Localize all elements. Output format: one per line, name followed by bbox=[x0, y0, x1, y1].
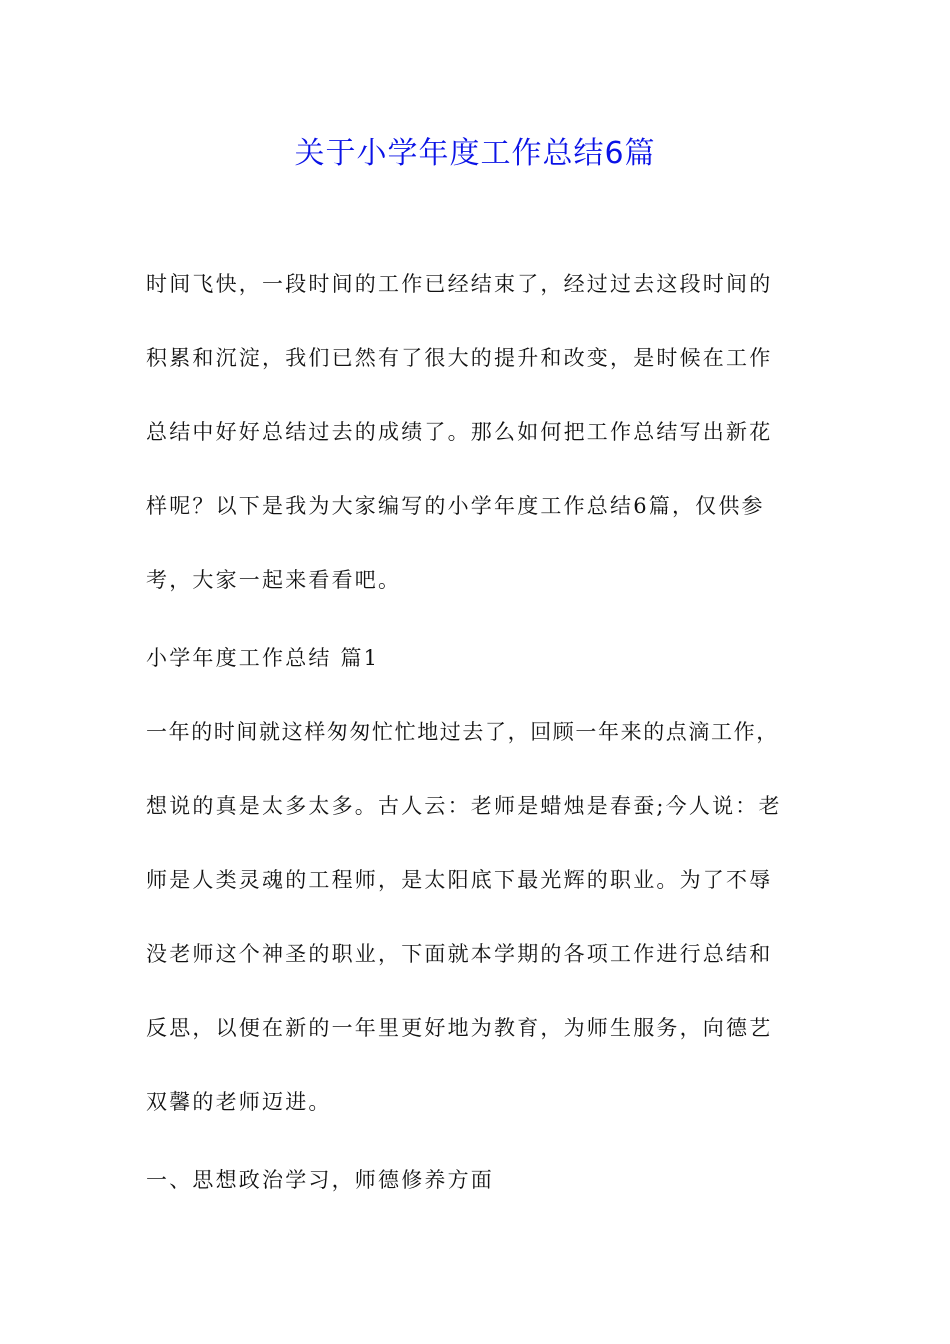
subheading-1: 一、思想政治学习，师德修养方面 bbox=[146, 1168, 494, 1192]
text-line: 没老师这个神圣的职业，下面就本学期的各项工作进行总结和 bbox=[146, 942, 773, 966]
text-line: 一年的时间就这样匆匆忙忙地过去了，回顾一年来的点滴工作， bbox=[146, 720, 779, 744]
text-line: 总结中好好总结过去的成绩了。那么如何把工作总结写出新花 bbox=[146, 420, 773, 444]
text-line: 考，大家一起来看看吧。 bbox=[146, 568, 402, 592]
text-line: 反思，以便在新的一年里更好地为教育，为师生服务，向德艺 bbox=[146, 1016, 773, 1040]
text-line: 师是人类灵魂的工程师，是太阳底下最光辉的职业。为了不辱 bbox=[146, 868, 773, 892]
paragraph-1 bbox=[146, 695, 814, 1139]
text-line: 时间飞快，一段时间的工作已经结束了，经过过去这段时间的 bbox=[146, 272, 773, 296]
text-line: 想说的真是太多太多。古人云：老师是蜡烛是春蚕;今人说：老 bbox=[146, 794, 782, 818]
intro-paragraph bbox=[146, 247, 814, 617]
text-line: 样呢？以下是我为大家编写的小学年度工作总结6篇，仅供参 bbox=[146, 494, 765, 518]
document-title: 关于小学年度工作总结6篇 bbox=[294, 136, 656, 171]
text-line: 双馨的老师迈进。 bbox=[146, 1090, 332, 1114]
section-heading: 小学年度工作总结 篇1 bbox=[146, 646, 380, 670]
text-line: 积累和沉淀，我们已然有了很大的提升和改变，是时候在工作 bbox=[146, 346, 773, 370]
